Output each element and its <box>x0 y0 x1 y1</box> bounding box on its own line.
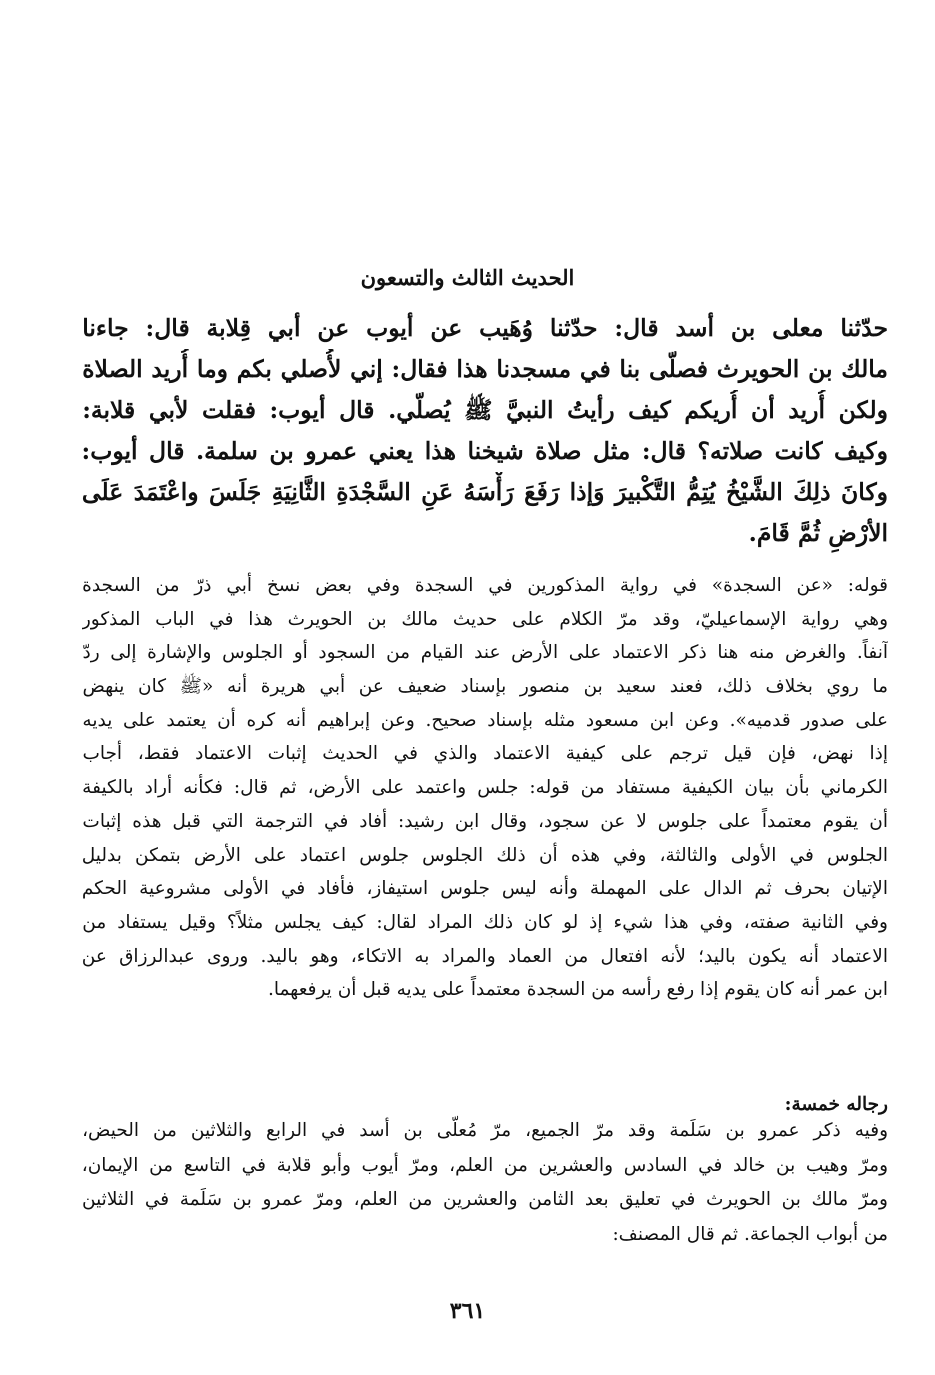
hadith-line: حدّثنا معلى بن أسد قال: حدّثنا وُهَيب عن أيوب عن أبي قِلابة قال: جاءنا <box>82 314 888 342</box>
commentary-line: ما روي بخلاف ذلك، فعند سعيد بن منصور بإسناد ضعيف عن أبي هريرة أنه «ﷺ كان ينهض <box>82 676 888 698</box>
hadith-line: الأرْضِ ثُمَّ قَامَ. <box>748 519 888 547</box>
commentary-line: الكرماني بأن بيان الكيفية مستفاد من قوله: جلس واعتمد على الأرض، ثم قال: فكأنه أراد بالكيفة <box>82 777 888 799</box>
rijal-line: ومرّ وهيب بن خالد في السادس والعشرين من العلم، ومرّ أيوب وأبو قلابة في التاسع من الإيمان، <box>82 1154 888 1176</box>
commentary-line: ابن عمر أنه كان يقوم إذا رفع رأسه من السجدة معتمداً على يديه قبل أن يرفعهما. <box>267 979 888 1001</box>
rijal-text <box>82 1114 888 1252</box>
hadith-line: وكيف كانت صلاته؟ قال: مثل صلاة شيخنا هذا يعني عمرو بن سلمة. قال أيوب: <box>82 437 888 465</box>
hadith-line: مالك بن الحويرث فصلّى بنا في مسجدنا هذا فقال: إني لأُصلي بكم وما أُريد الصلاة <box>82 355 888 383</box>
hadith-line: وكانَ ذلِكَ الشَّيْخُ يُتِمُّ التَّكْبيرَ وَإذا رَفَعَ رَأْسَهُ عَنِ السَّجْدَةِ الثَّانِيَةِ جَلَسَ واعْتَمَدَ عَلَى <box>82 478 888 506</box>
commentary-line: أن يقوم معتمداً على جلوس لا عن سجود، وقال ابن رشيد: أفاد في الترجمة التي قبل هذه إثبات <box>82 810 888 832</box>
hadith-heading: الحديث الثالث والتسعون <box>360 265 575 290</box>
rijal-line: وفيه ذكر عمرو بن سَلَمة وقد مرّ الجميع، مرّ مُعلّى بن أسد في الرابع والثلاثين من الحيض، <box>82 1120 888 1141</box>
rijal-line: ومرّ مالك بن الحويرث في تعليق بعد الثامن والعشرين من العلم، ومرّ عمرو بن سَلَمة في الثلاثين <box>82 1189 888 1210</box>
hadith-text <box>82 308 888 554</box>
commentary-line: قوله: «عن السجدة» في رواية المذكورين في السجدة وفي بعض نسخ أبي ذرّ من السجدة <box>82 575 888 596</box>
rijal-line: من أبواب الجماعة. ثم قال المصنف: <box>612 1223 888 1245</box>
commentary-line: إذا نهض، فإن قيل ترجم على كيفية الاعتماد والذي في الحديث إثبات الاعتماد فقط، أجاب <box>82 743 888 765</box>
rijal-heading: رجاله خمسة: <box>784 1094 888 1115</box>
commentary-line: الجلوس في الأولى والثالثة، وفي هذه أن ذلك الجلوس جلوس اعتماد على الأرض بتمكن بدليل <box>82 844 888 866</box>
commentary-line: على صدور قدميه». وعن ابن مسعود مثله بإسناد صحيح. وعن إبراهيم أنه كره أن يعتمد على يديه <box>82 709 888 731</box>
commentary-line: وهي رواية الإسماعيليّ، وقد مرّ الكلام على حديث مالك بن الحويرث هذا في الباب المذكور <box>82 608 888 630</box>
hadith-line: ولكن أُريد أن أُريكم كيف رأيتُ النبيَّ ﷺ يُصلّي. قال أيوب: فقلت لأبي قلابة: <box>82 396 888 424</box>
page-number: ٣٦١ <box>449 1298 486 1324</box>
commentary-line: وفي الثانية صفته، وفي هذا شيء إذ لو كان ذلك المراد لقال: كيف يجلس مثلاً؟ وقيل يستفاد من <box>82 911 888 933</box>
commentary-text <box>82 569 888 1007</box>
commentary-line: آنفاً. والغرض منه هنا ذكر الاعتماد على الأرض عند القيام من السجود أو الجلوس والإشارة إلى ردّ <box>82 642 888 664</box>
commentary-line: الاعتماد أنه يكون باليد؛ لأنه افتعال من العماد والمراد به الاتكاء، وهو باليد. وروى عبدالرزاق عن <box>82 945 888 967</box>
commentary-line: الإتيان بحرف ثم الدال على المهملة وأنه ليس جلوس استيفاز، فأفاد في الأولى مشروعية الحكم <box>82 878 888 900</box>
